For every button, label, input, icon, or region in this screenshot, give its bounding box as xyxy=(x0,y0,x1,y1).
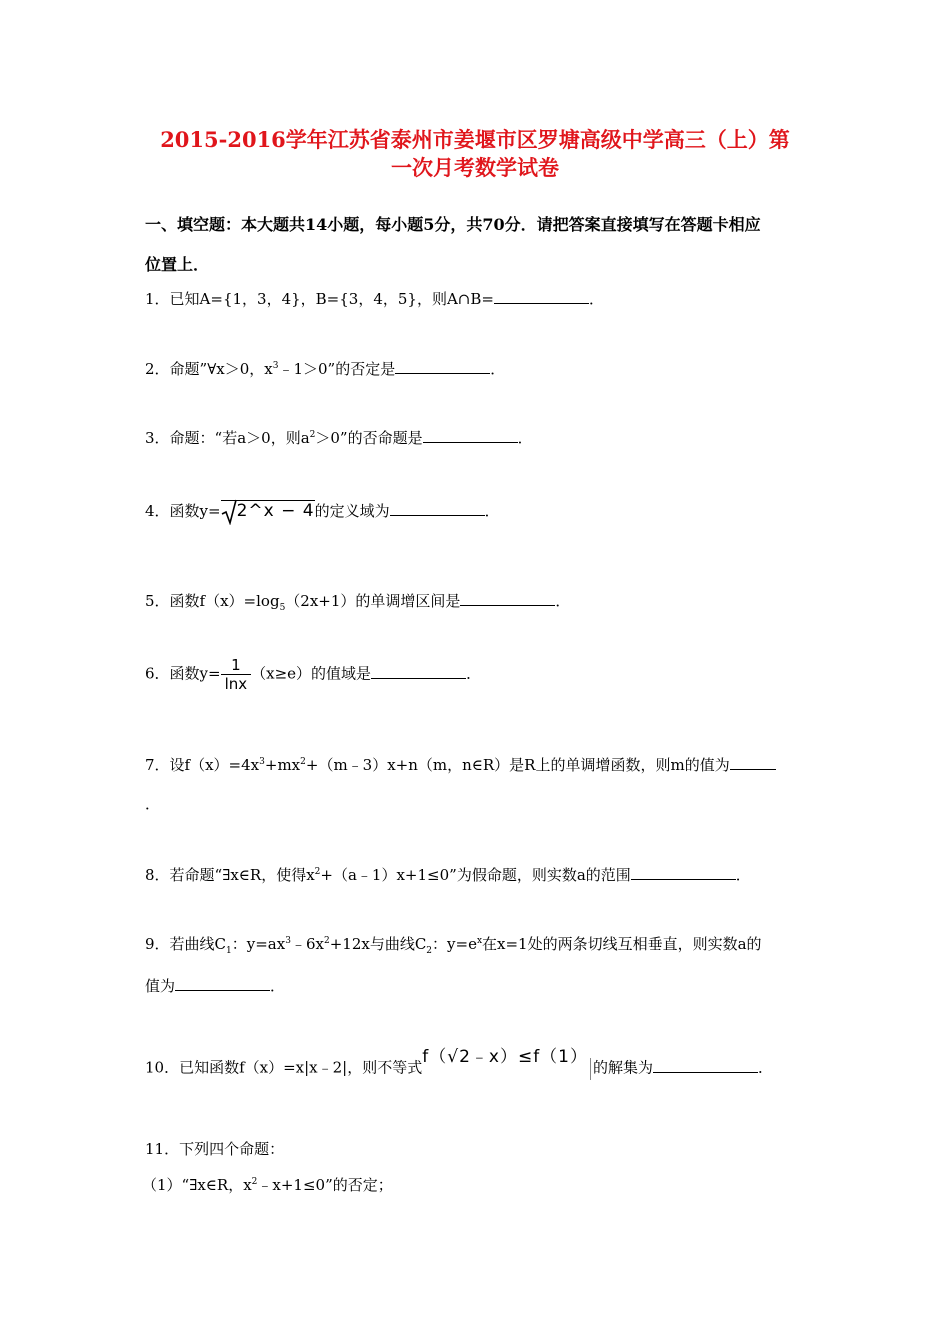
question-6-text: 6．函数y= xyxy=(145,664,221,683)
exponent: 2 xyxy=(251,1177,258,1187)
question-3 xyxy=(145,427,533,448)
question-10 xyxy=(145,1047,774,1081)
question-5-text-cont: （2x+1）的单调增区间是 xyxy=(285,592,461,610)
question-5-text: 5．函数f（x）=log xyxy=(145,592,280,610)
question-7-line-2: ． xyxy=(145,795,161,813)
question-3-text: 3．命题：“若a＞0，则a xyxy=(145,429,310,447)
question-9-line-2 xyxy=(145,975,285,996)
sqrt-formula-image xyxy=(221,500,315,521)
question-9-text-cont: ：y=ax xyxy=(231,935,286,953)
question-7-text-cont: +mx xyxy=(264,756,301,774)
answer-blank[interactable] xyxy=(730,755,776,770)
question-4-text-cont: 的定义域为 xyxy=(314,502,390,520)
question-9-text: 9．若曲线C xyxy=(145,935,227,953)
question-11-item-1 xyxy=(142,1174,393,1195)
question-7-text: 7．设f（x）=4x xyxy=(145,756,260,774)
answer-blank[interactable] xyxy=(631,865,736,880)
question-9-text-cont: ：y=e xyxy=(432,935,477,953)
question-6-end: ． xyxy=(466,664,482,683)
question-10-text: 10．已知函数f（x）=x|x﹣2|，则不等式 xyxy=(145,1058,423,1077)
document-title-line-2: 一次月考数学试卷 xyxy=(391,155,559,180)
log-base: 5 xyxy=(279,603,286,613)
answer-blank[interactable] xyxy=(390,501,485,516)
exponent: 2 xyxy=(309,430,316,440)
exponent: 2 xyxy=(300,757,306,767)
question-6 xyxy=(145,656,481,693)
exponent: 3 xyxy=(285,936,291,946)
question-9-text-cont: +12x与曲线C xyxy=(329,935,427,953)
question-3-end: ． xyxy=(517,429,533,447)
question-4-text: 4．函数y= xyxy=(145,502,221,520)
answer-blank[interactable] xyxy=(175,976,270,991)
image-edge-divider xyxy=(590,1058,591,1080)
question-5-end: ． xyxy=(555,592,571,610)
exponent: 3 xyxy=(259,757,265,767)
question-5 xyxy=(145,590,570,613)
question-9-text-cont: ﹣6x xyxy=(290,935,324,953)
answer-blank[interactable] xyxy=(494,289,589,304)
question-2 xyxy=(145,358,505,379)
question-8-end: ． xyxy=(735,866,751,884)
exponent: 2 xyxy=(314,867,321,877)
section-heading-line-2: 位置上． xyxy=(145,255,210,274)
question-2-text-cont: ﹣1＞0”的否定是 xyxy=(278,360,396,378)
question-1-end: ． xyxy=(588,290,604,308)
question-7-text-cont: +（m﹣3）x+n（m，n∈R）是R上的单调增函数，则m的值为 xyxy=(305,756,730,774)
question-4 xyxy=(145,500,500,521)
question-9-end: ． xyxy=(270,977,286,995)
question-9 xyxy=(145,933,762,956)
question-8 xyxy=(145,864,751,885)
question-4-end: ． xyxy=(484,502,500,520)
subscript: 1 xyxy=(226,946,232,956)
answer-blank[interactable] xyxy=(460,591,555,606)
question-6-text-cont: （x≥e）的值域是 xyxy=(251,664,372,683)
question-11: 11．下列四个命题： xyxy=(145,1140,285,1158)
fraction-denominator: lnx xyxy=(221,674,252,693)
question-3-text-cont: ＞0”的否命题是 xyxy=(315,429,423,447)
question-11-item-1-text-cont: ﹣x+1≤0”的否定； xyxy=(257,1176,393,1194)
fraction-numerator: 1 xyxy=(231,656,241,674)
question-9-text-line-2: 值为 xyxy=(145,977,176,995)
answer-blank[interactable] xyxy=(395,359,490,374)
question-2-end: ． xyxy=(490,360,506,378)
answer-blank[interactable] xyxy=(653,1058,758,1073)
exponent: x xyxy=(476,936,483,946)
question-8-text: 8．若命题“∃x∈R，使得x xyxy=(145,866,315,884)
section-heading-line-1: 一、填空题：本大题共14小题，每小题5分，共70分．请把答案直接填写在答题卡相应 xyxy=(145,215,761,234)
question-10-end: ． xyxy=(758,1058,774,1077)
question-1-text: 1．已知A={1，3，4}，B={3，4，5}，则A∩B= xyxy=(145,290,494,308)
question-7 xyxy=(145,754,776,775)
question-10-text-cont: 的解集为 xyxy=(593,1058,654,1077)
document-title-line-1: 2015-2016学年江苏省泰州市姜堰市区罗塘高级中学高三（上）第 xyxy=(160,127,790,152)
fraction-formula-image xyxy=(221,656,252,693)
answer-blank[interactable] xyxy=(423,428,518,443)
question-1 xyxy=(145,288,604,309)
question-9-text-cont: 在x=1处的两条切线互相垂直，则实数a的 xyxy=(482,935,762,953)
inequality-formula-image: f（√2﹣x）≤f（1） xyxy=(422,1047,588,1067)
question-11-item-1-text: （1）“∃x∈R，x xyxy=(142,1176,252,1194)
exponent: 3 xyxy=(272,361,279,371)
answer-blank[interactable] xyxy=(371,664,466,679)
radical-icon xyxy=(221,499,237,525)
question-8-text-cont: +（a﹣1）x+1≤0”为假命题，则实数a的范围 xyxy=(320,866,631,884)
subscript: 2 xyxy=(426,946,433,956)
radicand: 2^x − 4 xyxy=(236,500,315,521)
question-2-text: 2．命题”∀x＞0，x xyxy=(145,360,273,378)
exponent: 2 xyxy=(323,936,330,946)
